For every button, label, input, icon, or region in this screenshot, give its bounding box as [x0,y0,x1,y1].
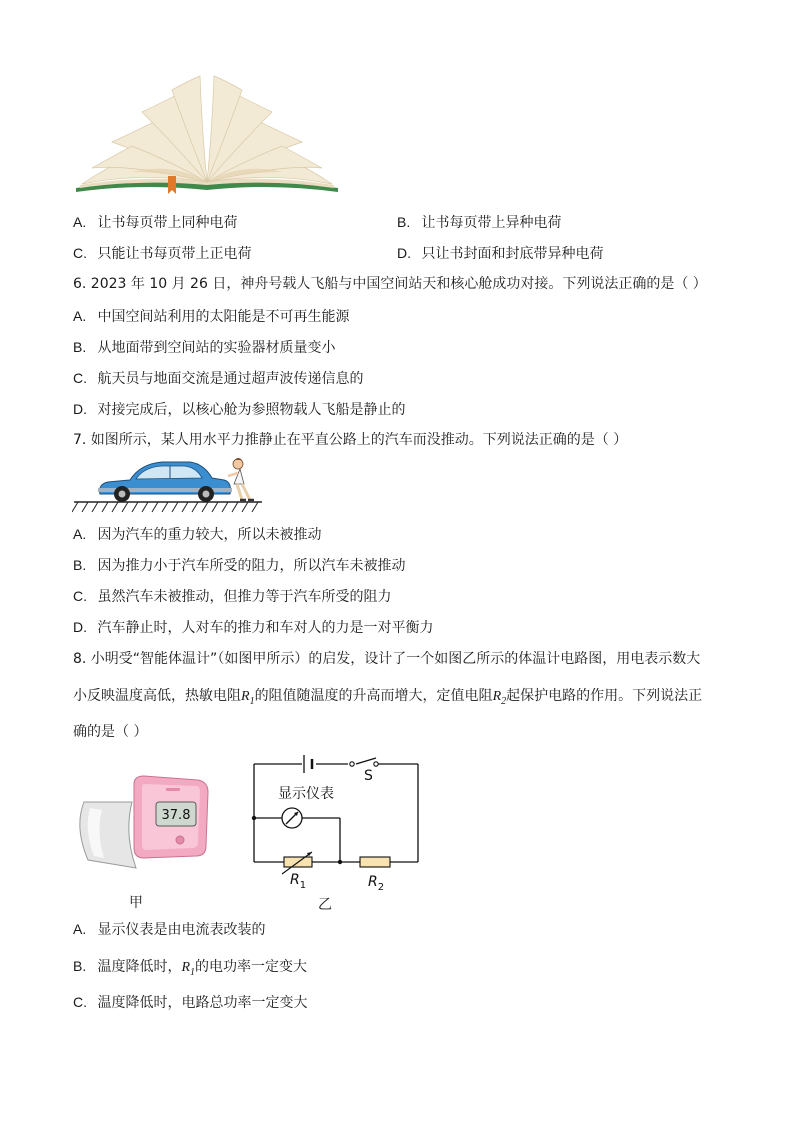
r2-subscript: 2 [501,695,507,707]
option-text: 只让书封面和封底带异种电荷 [421,246,604,262]
book-illustration [72,72,342,194]
option-text: 从地面带到空间站的实验器材质量变小 [97,340,336,356]
option-text: 对接完成后，以核心舱为参照物载人飞船是静止的 [97,402,406,418]
thermometer-device-illustration [74,772,214,872]
q5-option-a [73,212,237,233]
q8-option-b [73,956,307,983]
stem-text: 起保护电路的作用。下列说法正 [506,688,703,704]
option-label: C. [73,370,87,386]
q8-option-c [73,992,307,1013]
option-label: B. [73,958,87,974]
q6-option-b [73,337,335,358]
r-letter: R [492,689,502,704]
option-text: 汽车静止时，人对车的推力和车对人的力是一对平衡力 [97,620,434,636]
q7-stem: 7. 如图所示，某人用水平力推静止在平直公路上的汽车而没推动。下列说法正确的是（ ） [73,432,628,448]
option-text: 只能让书每页带上正电荷 [97,246,252,262]
r1-subscript: 1 [190,966,196,978]
r-letter: R [241,689,250,704]
circuit-diagram [246,752,424,898]
option-label: B. [397,214,411,230]
label-jia: 甲 [129,895,143,911]
r2-resistor [360,857,390,867]
option-text: 因为汽车的重力较大，所以未被推动 [97,527,322,543]
option-text: 因为推力小于汽车所受的阻力，所以汽车未被推动 [97,558,406,574]
r1-symbol [181,960,196,978]
option-label: D. [397,245,411,261]
r2-label: $R_2$ [368,874,385,893]
device-display-text: 37.8 [161,808,191,823]
q7-option-a [73,524,321,545]
option-text: 温度降低时， [97,959,182,975]
r1-subscript: 1 [249,695,255,707]
option-label: B. [73,339,87,355]
option-label: D. [73,401,87,417]
car-push-illustration [72,456,264,516]
option-text: 温度降低时，电路总功率一定变大 [97,995,308,1011]
option-label: C. [73,588,87,604]
stem-text: 的阻值随温度的升高而增大，定值电阻 [254,688,493,704]
option-text: 让书每页带上异种电荷 [421,215,562,231]
meter-label: 显示仪表 [278,786,334,802]
q7-option-c [73,586,391,607]
option-text: 航天员与地面交流是通过超声波传递信息的 [97,371,364,387]
option-text: 虽然汽车未被推动，但推力等于汽车所受的阻力 [97,589,392,605]
option-label: D. [73,619,87,635]
q8-stem-line3: 确的是（ ） [73,724,148,740]
q5-option-d [397,243,603,264]
option-label: B. [73,557,87,573]
q8-option-a [73,919,265,940]
r1-symbol [241,689,255,707]
stem-text: 小反映温度高低，热敏电阻 [73,688,241,704]
r2-symbol [492,689,507,707]
option-text: 的电功率一定变大 [195,959,308,975]
option-text: 显示仪表是由电流表改装的 [97,922,266,938]
option-label: C. [73,245,87,261]
q6-option-c [73,368,363,389]
option-label: A. [73,214,87,230]
q5-option-b [397,212,561,233]
label-yi: 乙 [318,897,332,913]
r1-label: $R_1$ [290,872,307,891]
q7-option-b [73,555,405,576]
option-label: C. [73,994,87,1010]
switch-label: S [364,768,373,784]
q5-option-c [73,243,251,264]
q7-option-d [73,617,433,638]
option-label: A. [73,526,87,542]
option-label: A. [73,308,87,324]
option-text: 让书每页带上同种电荷 [97,215,238,231]
q6-option-a [73,306,349,327]
r-letter: R [181,960,191,975]
option-label: A. [73,921,87,937]
q6-stem: 6. 2023 年 10 月 26 日，神舟号载人飞船与中国空间站天和核心舱成功对接。下列说法正确的是（ ） [73,276,707,292]
q8-stem-line2 [73,686,702,712]
option-text: 中国空间站利用的太阳能是不可再生能源 [97,309,350,325]
q6-option-d [73,399,405,420]
q8-stem-line1: 8. 小明受“智能体温计”（如图甲所示）的启发，设计了一个如图乙所示的体温计电路图，用电表示数大 [73,651,701,667]
